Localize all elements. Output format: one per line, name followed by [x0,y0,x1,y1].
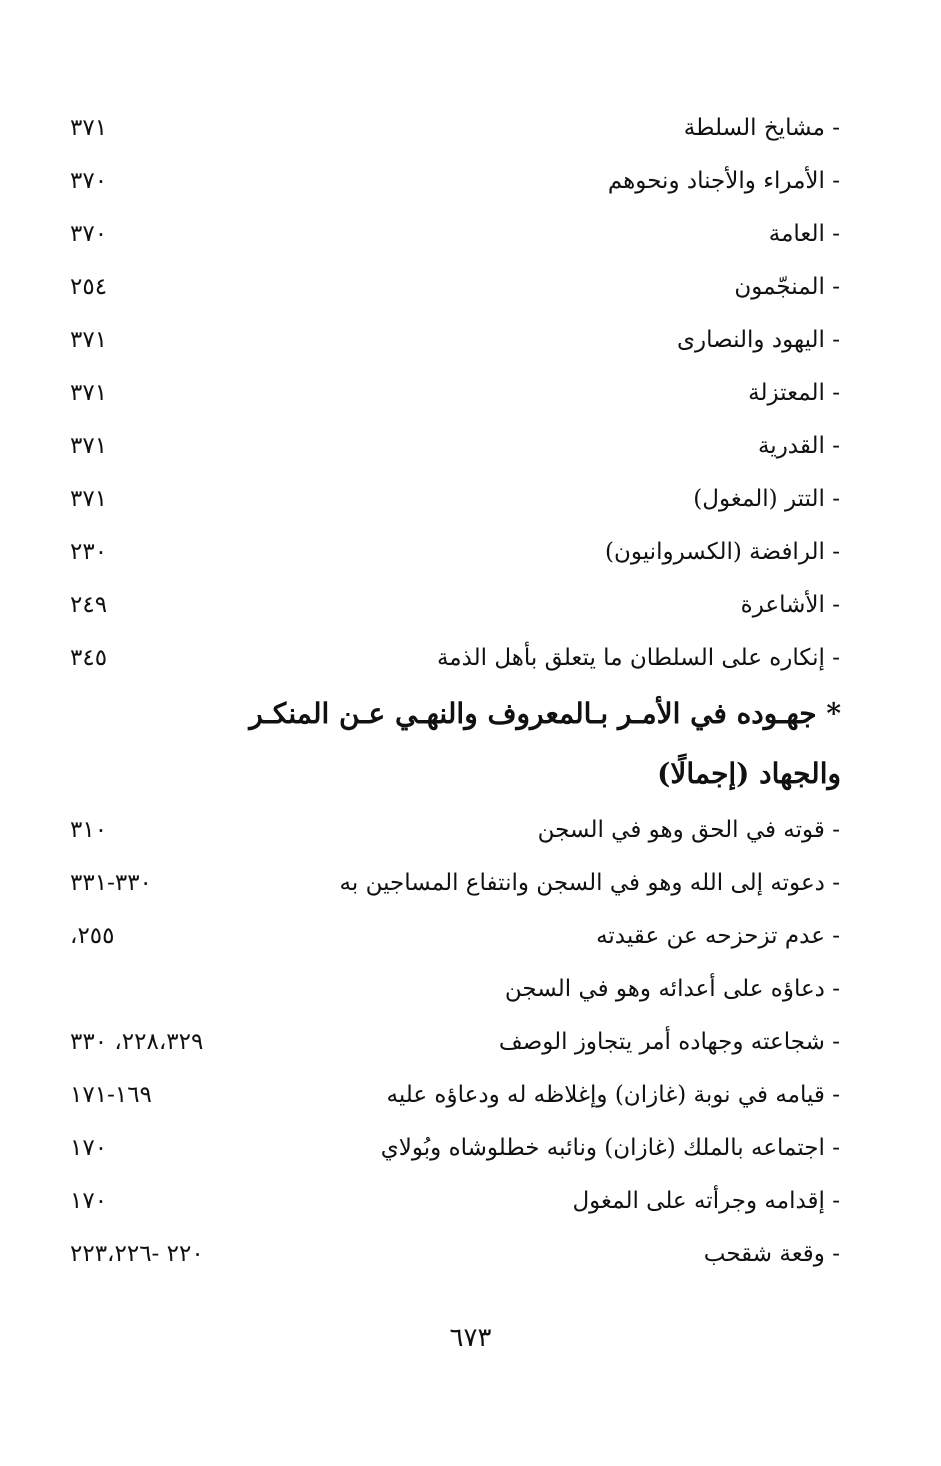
section-heading-line-1: * جهـوده في الأمـر بـالمعروف والنهـي عـن المنكـر [249,697,841,730]
entry-pages: ٢٢٠ -٢٢٣،٢٢٦ [70,1241,204,1267]
entry-pages: ٢٢٨،٣٢٩، ٣٣٠ [70,1029,204,1055]
index-entry [60,810,840,850]
entry-text: - عدم تزحزحه عن عقيدته [596,923,840,949]
entry-pages: ٢٥٤ [70,274,108,300]
index-entry [60,320,840,360]
entry-text: - الرافضة (الكسروانيون) [604,539,840,565]
entry-text: - مشايخ السلطة [683,115,840,141]
entry-text: - دعوته إلى الله وهو في السجن وانتفاع المساجين به [339,870,840,896]
index-entry [60,1128,840,1168]
index-entry [60,426,840,466]
entry-text: - اجتماعه بالملك (غازان) ونائبه خطلوشاه وبُولاي [380,1135,840,1161]
entry-pages: ١٦٩-١٧١ [70,1082,152,1108]
entry-pages: ٣٧١ [70,327,108,353]
entry-text: - الأمراء والأجناد ونحوهم [607,168,840,194]
entry-pages: ٣٧١ [70,486,108,512]
entry-text: - التتر (المغول) [693,486,840,512]
index-entry [60,479,840,519]
entry-text: - اليهود والنصارى [677,327,840,353]
index-entry [60,916,840,956]
index-entry [60,585,840,625]
index-entry [60,214,840,254]
entry-text: - وقعة شقحب [703,1241,840,1267]
entry-pages: ٢٣٠ [70,539,108,565]
entry-text: - دعاؤه على أعدائه وهو في السجن [504,976,840,1002]
index-entry [60,1181,840,1221]
index-entry [60,161,840,201]
entry-pages: ٣٣٠-٣٣١ [70,870,152,896]
entry-pages: ٣٧١ [70,380,108,406]
index-entry [60,1022,840,1062]
index-entry [60,1075,840,1115]
index-entry [60,373,840,413]
page-number: ٦٧٣ [449,1323,492,1353]
entry-text: - المعتزلة [748,380,840,406]
index-entry [60,638,840,678]
entry-pages: ٣٧١ [70,433,108,459]
index-entry [60,1234,840,1274]
entry-text: - إقدامه وجرأته على المغول [572,1188,840,1214]
entry-text: - العامة [768,221,840,247]
entry-pages: ٢٥٥، [70,923,115,949]
entry-pages: ٣٤٥ [70,645,108,671]
entry-pages: ٣٧١ [70,115,108,141]
entry-text: - قيامه في نوبة (غازان) وإغلاظه له ودعاؤه عليه [386,1082,840,1108]
entry-text: - قوته في الحق وهو في السجن [537,817,840,843]
index-entry [60,969,840,1009]
index-entry [60,267,840,307]
entry-pages: ١٧٠ [70,1135,108,1161]
entry-text: - شجاعته وجهاده أمر يتجاوز الوصف [498,1029,840,1055]
entry-text: - إنكاره على السلطان ما يتعلق بأهل الذمة [436,645,840,671]
index-entry [60,108,840,148]
entry-pages: ٣١٠ [70,817,108,843]
index-entry [60,863,840,903]
section-heading-line-2: والجهاد (إجمالًا) [657,757,841,790]
entry-text: - المنجّمون [734,274,840,300]
index-entry [60,532,840,572]
entry-text: - الأشاعرة [740,592,840,618]
entry-pages: ١٧٠ [70,1188,108,1214]
entry-pages: ٣٧٠ [70,168,108,194]
entry-text: - القدرية [757,433,840,459]
entry-pages: ٣٧٠ [70,221,108,247]
entry-pages: ٢٤٩ [70,592,108,618]
